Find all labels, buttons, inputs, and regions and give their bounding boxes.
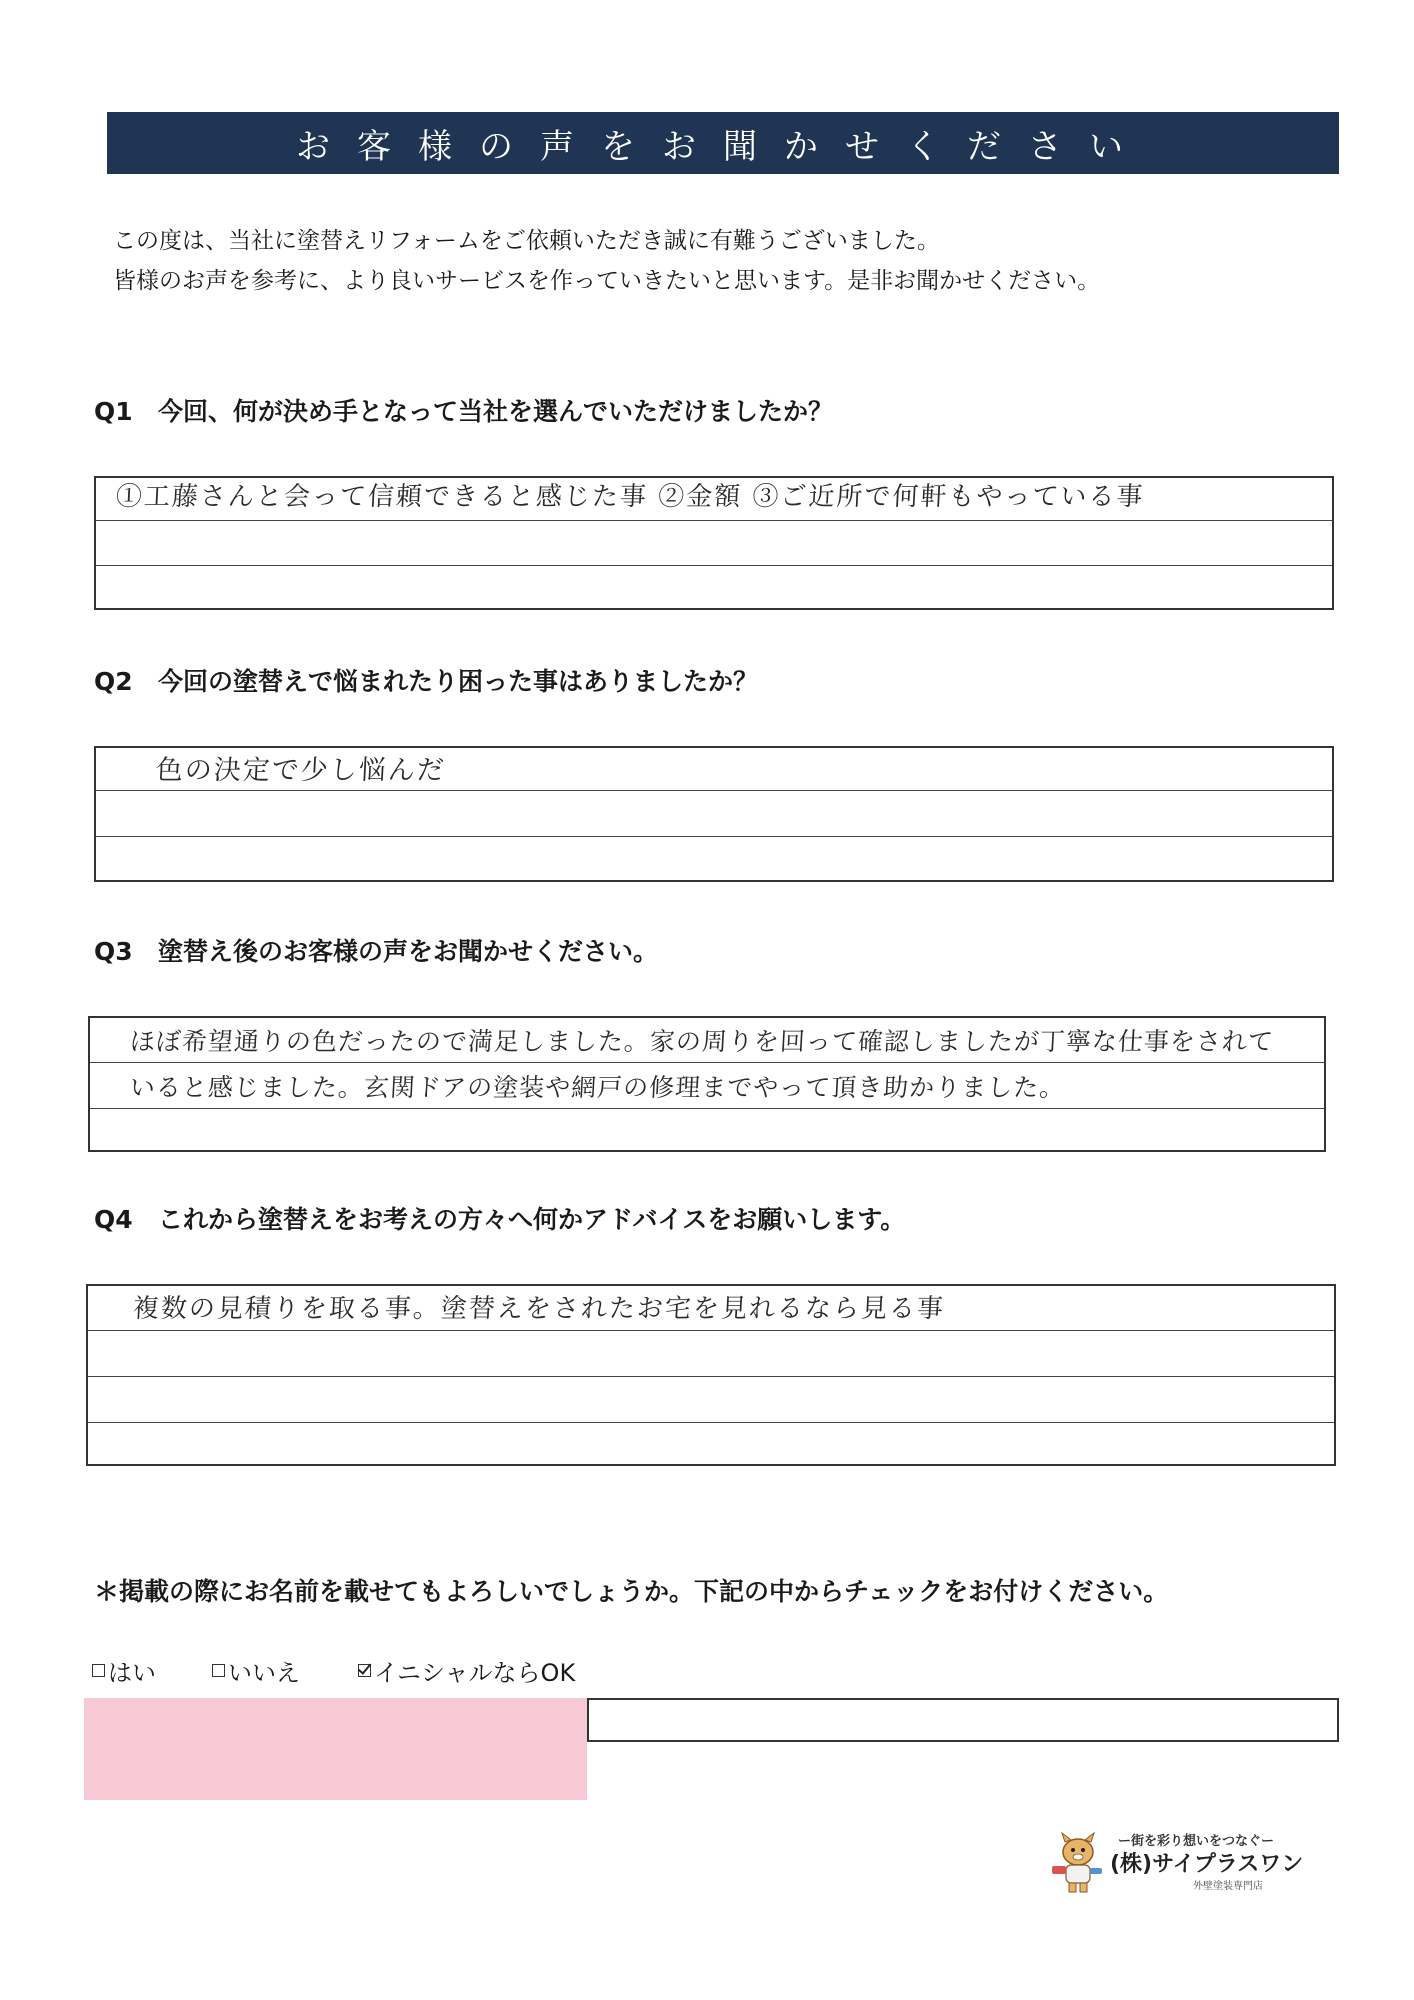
answer-text: いると感じました。玄関ドアの塗装や網戸の修理までやって頂き助かりました。 bbox=[129, 1073, 1066, 1102]
question-number: Q2 bbox=[94, 667, 133, 696]
consent-note: ＊掲載の際にお名前を載せてもよろしいでしょうか。下記の中からチェックをお付けください。 bbox=[94, 1577, 1169, 1606]
question-number: Q1 bbox=[94, 397, 133, 426]
option-label: イニシャルならOK bbox=[374, 1659, 576, 1687]
answer-text: 色の決定で少し悩んだ bbox=[155, 755, 447, 786]
ruled-line bbox=[96, 790, 1332, 791]
question-1 bbox=[94, 392, 833, 428]
question-3 bbox=[94, 932, 658, 968]
question-text: 今回、何が決め手となって当社を選んでいただけましたか？ bbox=[158, 397, 834, 426]
answer-box-q3[interactable] bbox=[88, 1016, 1326, 1152]
option-label: はい bbox=[108, 1659, 156, 1687]
question-4 bbox=[94, 1200, 905, 1236]
answer-text: 複数の見積りを取る事。塗替えをされたお宅を見れるなら見る事 bbox=[132, 1294, 946, 1324]
ruled-line bbox=[88, 1376, 1334, 1377]
question-text: 今回の塗替えで悩まれたり困った事はありましたか？ bbox=[158, 667, 759, 696]
option-yes[interactable] bbox=[92, 1653, 156, 1688]
logo-tagline: ー街を彩り想いをつなぐー bbox=[1118, 1834, 1275, 1849]
logo-company-name: (株)サイプラスワン bbox=[1110, 1852, 1304, 1877]
question-text: これから塗替えをお考えの方々へ何かアドバイスをお願いします。 bbox=[158, 1205, 906, 1234]
answer-text: ほぼ希望通りの色だったので満足しました。家の周りを回って確認しましたが丁寧な仕事をされて bbox=[129, 1027, 1275, 1056]
option-no[interactable] bbox=[212, 1653, 300, 1688]
page-title: お客様の声をお聞かせください bbox=[296, 126, 1150, 167]
intro-line-2: 皆様のお声を参考に、より良いサービスを作っていきたいと思います。是非お聞かせください。 bbox=[113, 268, 1101, 294]
ruled-line bbox=[96, 836, 1332, 837]
page-title-banner bbox=[107, 112, 1339, 174]
answer-box-q4[interactable] bbox=[86, 1284, 1336, 1466]
ruled-line bbox=[90, 1062, 1324, 1063]
ruled-line bbox=[88, 1422, 1334, 1423]
question-text: 塗替え後のお客様の声をお聞かせください。 bbox=[158, 937, 659, 966]
answer-text: ①工藤さんと会って信頼できると感じた事 ②金額 ③ご近所で何軒もやっている事 bbox=[115, 482, 1146, 512]
company-logo bbox=[1048, 1830, 1308, 1894]
checkbox-checked[interactable] bbox=[358, 1664, 371, 1677]
ruled-line bbox=[90, 1108, 1324, 1109]
option-label: いいえ bbox=[228, 1659, 300, 1687]
intro-line-1: この度は、当社に塗替えリフォームをご依頼いただき誠に有難うございました。 bbox=[113, 228, 940, 254]
ruled-line bbox=[96, 565, 1332, 566]
option-initials-ok[interactable] bbox=[358, 1653, 575, 1688]
checkbox[interactable] bbox=[92, 1664, 105, 1677]
question-2 bbox=[94, 662, 758, 698]
checkbox[interactable] bbox=[212, 1664, 225, 1677]
logo-subtitle: 外壁塗装専門店 bbox=[1193, 1881, 1263, 1892]
name-field[interactable] bbox=[587, 1698, 1339, 1742]
ruled-line bbox=[96, 520, 1332, 521]
question-number: Q4 bbox=[94, 1205, 133, 1234]
redaction-block bbox=[84, 1698, 587, 1800]
mascot-icon bbox=[1048, 1830, 1110, 1894]
question-number: Q3 bbox=[94, 937, 133, 966]
answer-box-q2[interactable] bbox=[94, 746, 1334, 882]
ruled-line bbox=[88, 1330, 1334, 1331]
answer-box-q1[interactable] bbox=[94, 476, 1334, 610]
